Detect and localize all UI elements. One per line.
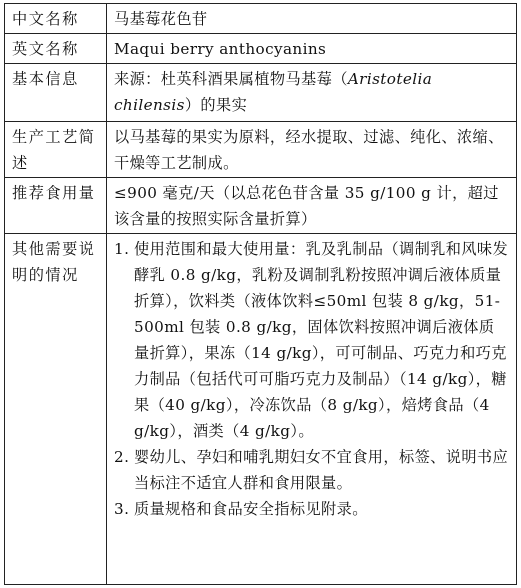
item-text: 婴幼儿、孕妇和哺乳期妇女不宜食用，标签、说明书应当标注不适宜人群和食用限量。: [134, 448, 509, 492]
row-label: 推荐食用量: [5, 178, 107, 234]
row-value: 以马基莓的果实为原料，经水提取、过滤、纯化、浓缩、干燥等工艺制成。: [107, 122, 517, 178]
table-row-basic-info: [5, 64, 517, 122]
row-value: ≤900 毫克/天（以总花色苷含量 35 g/100 g 计，超过该含量的按照实际含量折算）: [107, 178, 517, 234]
latin-name: Aristotelia chilensis: [114, 70, 433, 114]
list-item: [114, 236, 509, 444]
item-text: 质量规格和食品安全指标见附录。: [134, 500, 368, 518]
table-row-process: [5, 122, 517, 178]
item-number: 2.: [114, 448, 130, 466]
item-number: 3.: [114, 500, 130, 518]
table-row-english-name: [5, 34, 517, 64]
row-value: [107, 234, 517, 585]
notes-list: [114, 236, 509, 522]
info-table: [4, 3, 517, 585]
row-value: Maqui berry anthocyanins: [107, 34, 517, 64]
row-label: 基本信息: [5, 64, 107, 122]
item-number: 1.: [114, 240, 130, 258]
source-text: 来源：杜英科酒果属植物马基莓（: [114, 70, 348, 88]
row-value: 马基莓花色苷: [107, 4, 517, 34]
row-label: 其他需要说明的情况: [5, 234, 107, 585]
row-label: 中文名称: [5, 4, 107, 34]
list-item: [114, 496, 509, 522]
table-row-chinese-name: [5, 4, 517, 34]
list-item: [114, 444, 509, 496]
row-label: 英文名称: [5, 34, 107, 64]
item-text: 使用范围和最大使用量：乳及乳制品（调制乳和风味发酵乳 0.8 g/kg，乳粉及调制乳粉按照冲调后液体质量折算），饮料类（液体饮料≤50ml 包装 8 g/kg，51-500ml 包装 0.8 g/kg，固体饮料按照冲调后液体质量折算），果冻（14 g/kg），可可制品、巧克力和巧克力制品（包括代可可脂巧克力及制品）（14 g/kg），糖果（40 g/kg），冷冻饮品（8 g/kg），焙烤食品（4 g/kg），酒类（4 g/kg）。: [134, 240, 509, 440]
row-label: 生产工艺简述: [5, 122, 107, 178]
table-row-recommended-intake: [5, 178, 517, 234]
source-suffix: ）的果实: [184, 96, 248, 114]
table-row-other-notes: [5, 234, 517, 585]
row-value: [107, 64, 517, 122]
